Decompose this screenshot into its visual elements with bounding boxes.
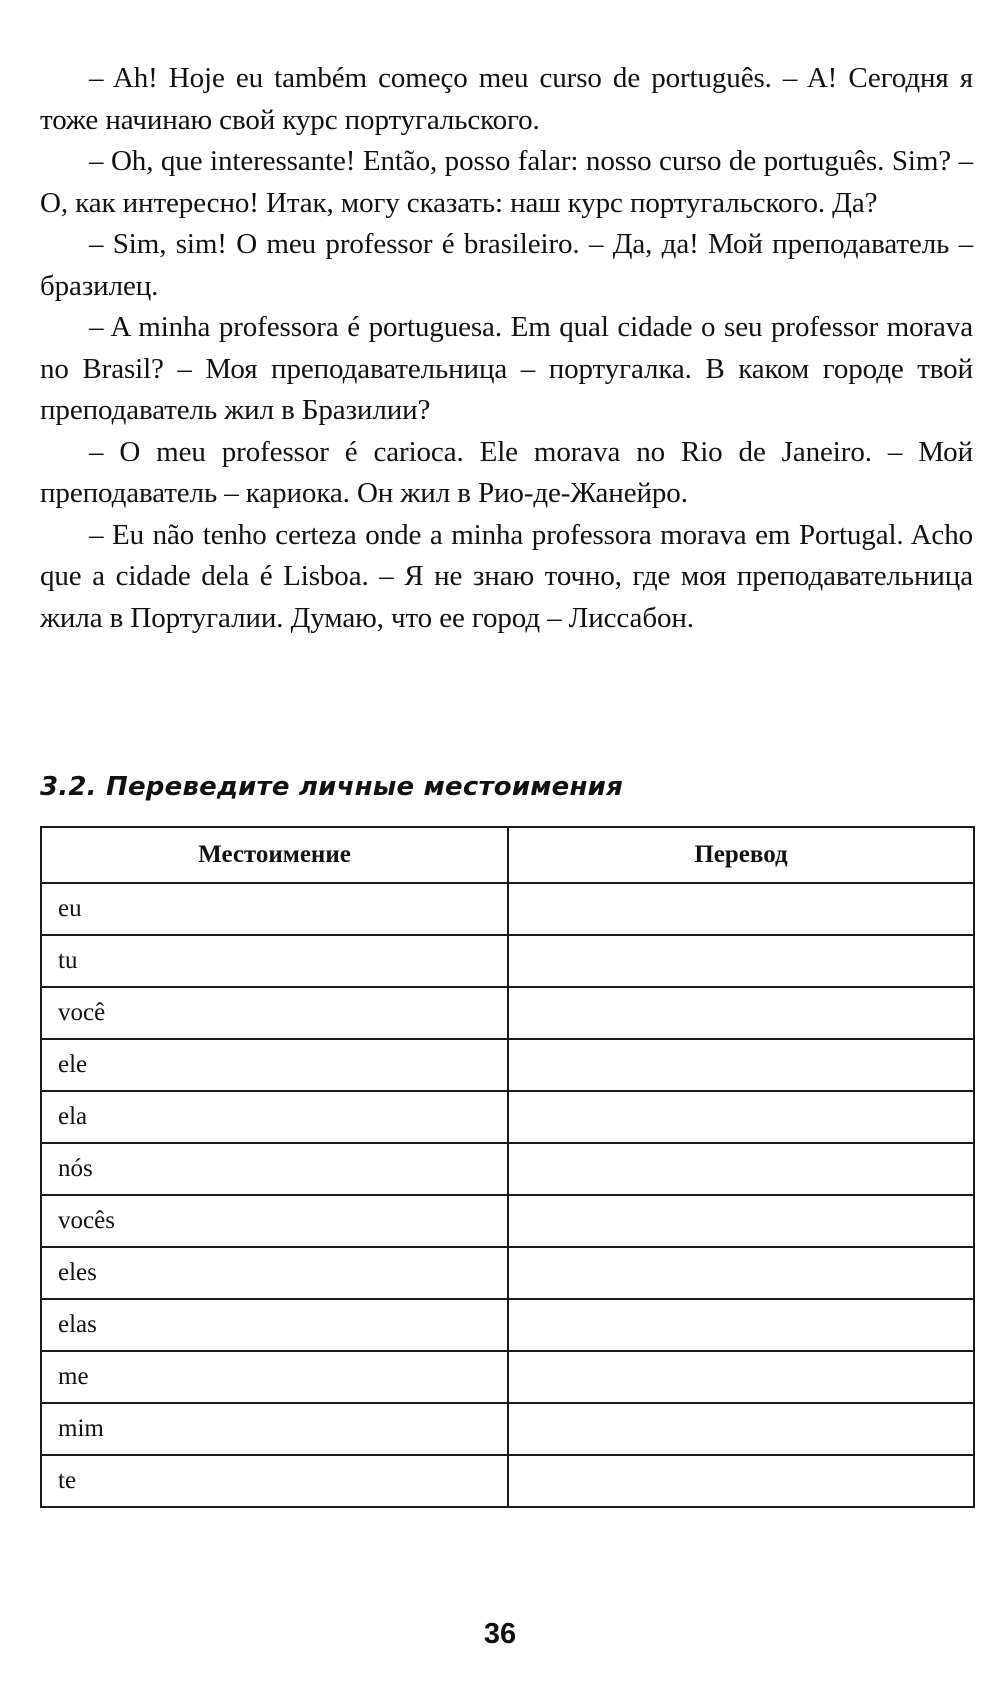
translation-cell[interactable] (508, 1299, 974, 1351)
pronoun-cell: mim (41, 1403, 508, 1455)
pronoun-cell: ela (41, 1091, 508, 1143)
exercise-number: 3.2. (40, 772, 97, 802)
table-row (41, 1247, 974, 1299)
translation-cell[interactable] (508, 1091, 974, 1143)
pronoun-cell: vocês (41, 1195, 508, 1247)
table-row (41, 1455, 974, 1507)
column-header-translation: Перевод (508, 827, 974, 883)
page-number: 36 (483, 1618, 517, 1650)
pronoun-cell: nós (41, 1143, 508, 1195)
dialogue-text (40, 58, 973, 639)
pronoun-cell: tu (41, 935, 508, 987)
translation-cell[interactable] (508, 1039, 974, 1091)
column-header-pronoun: Местоимение (41, 827, 508, 883)
table-row (41, 935, 974, 987)
pronoun-cell: eles (41, 1247, 508, 1299)
translation-cell[interactable] (508, 987, 974, 1039)
pronoun-cell: me (41, 1351, 508, 1403)
translation-cell[interactable] (508, 883, 974, 935)
table-row (41, 1143, 974, 1195)
exercise-heading (40, 772, 623, 802)
table-row (41, 1403, 974, 1455)
pronoun-cell: elas (41, 1299, 508, 1351)
table-row (41, 1299, 974, 1351)
table-row (41, 1091, 974, 1143)
dialogue-paragraph: – Ah! Hoje eu também começo meu curso de português. – A! Сегодня я тоже начинаю свой курс португальского. (40, 62, 973, 136)
translation-cell[interactable] (508, 1403, 974, 1455)
pronoun-cell: ele (41, 1039, 508, 1091)
table-row (41, 1195, 974, 1247)
table-row (41, 883, 974, 935)
dialogue-paragraph: – Oh, que interessante! Então, posso falar: nosso curso de português. Sim? – О, как интересно! Итак, могу сказать: наш курс португальского. Да? (40, 145, 973, 219)
translation-cell[interactable] (508, 935, 974, 987)
translation-cell[interactable] (508, 1195, 974, 1247)
pronoun-cell: eu (41, 883, 508, 935)
page-content (40, 58, 973, 1494)
exercise-title: Переведите личные местоимения (106, 772, 623, 802)
dialogue-paragraph: – Eu não tenho certeza onde a minha professora morava em Portugal. Acho que a cidade dela é Lisboa. – Я не знаю точно, где моя преподавательница жила в Португалии. Думаю, что ее город – Лиссабон. (40, 518, 973, 634)
translation-cell[interactable] (508, 1351, 974, 1403)
pronoun-cell: te (41, 1455, 508, 1507)
pronoun-cell: você (41, 987, 508, 1039)
dialogue-paragraph: – A minha professora é portuguesa. Em qual cidade o seu professor morava no Brasil? – Моя преподавательница – португалка. В каком городе твой преподаватель жил в Бразилии? (40, 311, 973, 426)
table-row (41, 1351, 974, 1403)
pronoun-table (40, 826, 975, 1508)
table-row (41, 987, 974, 1039)
translation-cell[interactable] (508, 1455, 974, 1507)
table-row (41, 1039, 974, 1091)
translation-cell[interactable] (508, 1247, 974, 1299)
dialogue-paragraph: – O meu professor é carioca. Ele morava no Rio de Janeiro. – Мой преподаватель – кариока. Он жил в Рио-де-Жанейро. (40, 435, 973, 509)
table-header-row (41, 827, 974, 883)
dialogue-paragraph: – Sim, sim! O meu professor é brasileiro. – Да, да! Мой преподаватель – бразилец. (40, 228, 973, 302)
translation-cell[interactable] (508, 1143, 974, 1195)
